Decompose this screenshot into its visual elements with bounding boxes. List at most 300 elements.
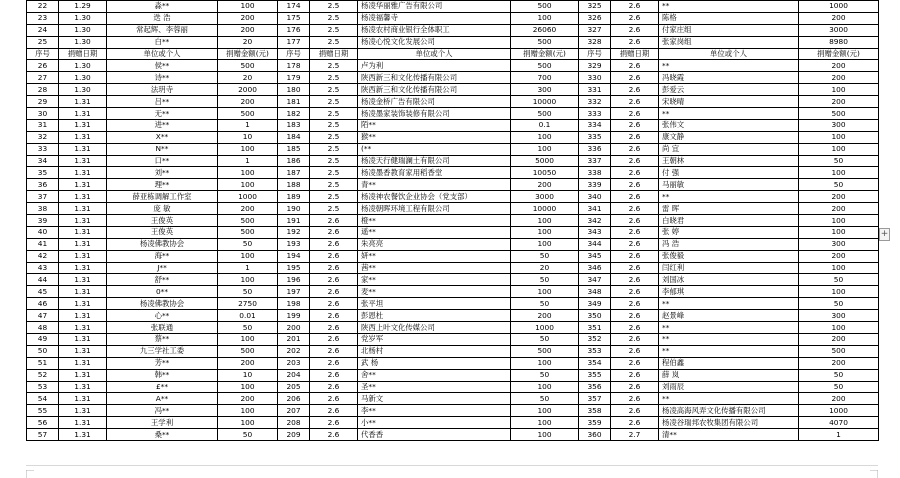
table-cell: 付 强 <box>659 167 799 179</box>
table-cell: 100 <box>799 131 879 143</box>
table-cell: 2.6 <box>611 1 659 13</box>
table-row <box>27 84 879 96</box>
table-cell: 2.5 <box>310 143 358 155</box>
table-cell: 25 <box>27 36 59 48</box>
table-cell: 43 <box>27 262 59 274</box>
table-cell: 马丽敏 <box>659 179 799 191</box>
table-cell: 10000 <box>511 203 579 215</box>
table-cell: 50 <box>799 179 879 191</box>
table-cell: 圣** <box>358 381 511 393</box>
table-cell: 204 <box>278 369 310 381</box>
table-cell: 2.5 <box>310 119 358 131</box>
table-cell: 2.6 <box>310 345 358 357</box>
table-row <box>27 72 879 84</box>
table-cell: 196 <box>278 274 310 286</box>
table-cell: 326 <box>579 12 611 24</box>
table-cell: 1.30 <box>59 12 107 24</box>
table-cell: ** <box>659 191 799 203</box>
table-cell: 343 <box>579 226 611 238</box>
table-cell: 200 <box>218 12 278 24</box>
table-cell: 2.5 <box>310 60 358 72</box>
table-cell: 26060 <box>511 24 579 36</box>
header-cell: 序号 <box>278 48 310 60</box>
table-cell: 50 <box>511 250 579 262</box>
table-cell: ** <box>659 393 799 405</box>
table-cell: 359 <box>579 417 611 429</box>
table-cell: 45 <box>27 286 59 298</box>
table-cell: 1.31 <box>59 143 107 155</box>
table-cell: 190 <box>278 203 310 215</box>
table-cell: 42 <box>27 250 59 262</box>
table-cell: 51 <box>27 357 59 369</box>
table-cell: 常起辉、李蓉丽 <box>107 24 218 36</box>
header-cell: 捐赠金额(元) <box>511 48 579 60</box>
table-cell: 100 <box>511 417 579 429</box>
table-cell: 张伟文 <box>659 119 799 131</box>
table-cell: 2.6 <box>611 143 659 155</box>
table-cell: 100 <box>218 250 278 262</box>
table-cell: 2.6 <box>611 226 659 238</box>
table-cell: 2.6 <box>310 333 358 345</box>
table-cell: 庞 敏 <box>107 203 218 215</box>
table-cell: 345 <box>579 250 611 262</box>
table-cell: 2.6 <box>611 119 659 131</box>
table-cell: 2.5 <box>310 203 358 215</box>
table-cell: 50 <box>799 155 879 167</box>
table-cell: 妍** <box>358 250 511 262</box>
table-cell: 1000 <box>511 322 579 334</box>
table-cell: N** <box>107 143 218 155</box>
expand-plus-icon[interactable]: + <box>880 229 889 239</box>
table-cell: 300 <box>799 238 879 250</box>
table-cell: 500 <box>218 60 278 72</box>
table-cell: ** <box>659 298 799 310</box>
table-cell: 32 <box>27 131 59 143</box>
table-cell: 1 <box>218 262 278 274</box>
table-row <box>27 215 879 227</box>
table-cell: 47 <box>27 310 59 322</box>
table-row <box>27 131 879 143</box>
table-cell: 33 <box>27 143 59 155</box>
table-cell: 341 <box>579 203 611 215</box>
table-cell: 朱亮亮 <box>358 238 511 250</box>
table-cell: 杨凌墨家装饰装修有限公司 <box>358 108 511 120</box>
table-cell: 法玥寺 <box>107 84 218 96</box>
table-cell: 186 <box>278 155 310 167</box>
table-row <box>27 357 879 369</box>
table-cell: 100 <box>511 381 579 393</box>
table-cell: 0** <box>107 286 218 298</box>
table-cell: 刘国冰 <box>659 274 799 286</box>
table-cell: 336 <box>579 143 611 155</box>
table-cell: 50 <box>511 274 579 286</box>
table-cell: 10 <box>218 131 278 143</box>
table-row <box>27 179 879 191</box>
table-cell: 183 <box>278 119 310 131</box>
table-cell: 500 <box>799 345 879 357</box>
table-row <box>27 381 879 393</box>
table-cell: 202 <box>278 345 310 357</box>
table-cell: 300 <box>511 84 579 96</box>
table-row <box>27 262 879 274</box>
table-cell: 2.6 <box>611 262 659 274</box>
table-cell: 49 <box>27 333 59 345</box>
table-cell: 8980 <box>799 36 879 48</box>
table-cell: 337 <box>579 155 611 167</box>
table-cell: 50 <box>799 298 879 310</box>
table-row <box>27 333 879 345</box>
table-cell: 200 <box>799 191 879 203</box>
table-cell: 2.6 <box>310 429 358 441</box>
table-cell: 100 <box>511 226 579 238</box>
table-cell: 500 <box>511 60 579 72</box>
table-cell: 冯晓霞 <box>659 72 799 84</box>
table-cell: 1.31 <box>59 262 107 274</box>
table-cell: 口** <box>107 155 218 167</box>
table-cell: 2.6 <box>611 286 659 298</box>
table-cell: 100 <box>799 143 879 155</box>
table-cell: 100 <box>511 12 579 24</box>
table-cell: 张平坦 <box>358 298 511 310</box>
table-cell: 九三学社工委 <box>107 345 218 357</box>
table-cell: 1000 <box>799 1 879 13</box>
table-cell: 橙** <box>358 215 511 227</box>
table-cell: 20 <box>218 72 278 84</box>
table-cell: 1.31 <box>59 333 107 345</box>
table-cell: 猴** <box>358 131 511 143</box>
table-cell: 2.6 <box>611 24 659 36</box>
table-cell: 2.6 <box>611 333 659 345</box>
table-cell: 39 <box>27 215 59 227</box>
table-cell: 338 <box>579 167 611 179</box>
header-cell: 单位或个人 <box>107 48 218 60</box>
table-cell: 1.31 <box>59 357 107 369</box>
table-cell: 家** <box>358 274 511 286</box>
table-cell: 2.6 <box>611 12 659 24</box>
donation-table <box>26 0 879 441</box>
table-cell: 杨凌金桥广告有限公司 <box>358 96 511 108</box>
table-cell: 遥** <box>358 226 511 238</box>
table-cell: 30 <box>27 108 59 120</box>
table-cell: 50 <box>511 393 579 405</box>
table-cell: 180 <box>278 84 310 96</box>
table-row <box>27 369 879 381</box>
table-cell: 500 <box>799 108 879 120</box>
table-cell: 192 <box>278 226 310 238</box>
table-row <box>27 203 879 215</box>
table-cell: 1.30 <box>59 60 107 72</box>
table-row <box>27 393 879 405</box>
table-cell: 1.31 <box>59 119 107 131</box>
table-cell: 189 <box>278 191 310 203</box>
table-cell: 1.31 <box>59 131 107 143</box>
table-cell: ** <box>659 1 799 13</box>
table-row <box>27 191 879 203</box>
table-cell: 100 <box>218 417 278 429</box>
table-cell: A** <box>107 393 218 405</box>
table-cell: 50 <box>511 369 579 381</box>
table-cell: 淼** <box>107 1 218 13</box>
table-cell: 0.1 <box>511 119 579 131</box>
table-cell: 白晓君 <box>659 215 799 227</box>
table-cell: 48 <box>27 322 59 334</box>
table-cell: 冯** <box>107 405 218 417</box>
table-cell: 1.31 <box>59 215 107 227</box>
table-cell: 1.31 <box>59 167 107 179</box>
table-cell: 2.6 <box>310 310 358 322</box>
table-cell: 薛亚栋调解工作室 <box>107 191 218 203</box>
table-cell: 1.31 <box>59 203 107 215</box>
table-cell: 50 <box>799 381 879 393</box>
table-cell: 冯 浩 <box>659 238 799 250</box>
table-cell: 茜** <box>358 262 511 274</box>
table-cell: 100 <box>511 286 579 298</box>
table-cell: 杨凌农村商业银行全体职工 <box>358 24 511 36</box>
table-cell: 张联通 <box>107 322 218 334</box>
table-cell: ** <box>659 322 799 334</box>
table-cell: 354 <box>579 357 611 369</box>
table-cell: 200 <box>278 322 310 334</box>
table-cell: 355 <box>579 369 611 381</box>
table-cell: 杨凌神农餐饮企业协会（党支部） <box>358 191 511 203</box>
table-cell: 100 <box>799 262 879 274</box>
table-cell: 100 <box>218 381 278 393</box>
table-cell: 马新文 <box>358 393 511 405</box>
table-cell: 杨凌谷瑞邦农牧集团有限公司 <box>659 417 799 429</box>
table-cell: 陈格 <box>659 12 799 24</box>
table-cell: 1.30 <box>59 84 107 96</box>
table-cell: 雷 晖 <box>659 203 799 215</box>
table-cell: 333 <box>579 108 611 120</box>
table-cell: 199 <box>278 310 310 322</box>
table-cell: 1.31 <box>59 369 107 381</box>
table-cell: 46 <box>27 298 59 310</box>
table-cell: 舒** <box>107 274 218 286</box>
table-cell: 195 <box>278 262 310 274</box>
table-cell: 20 <box>218 36 278 48</box>
table-cell: 诗** <box>107 72 218 84</box>
header-cell: 捐赠日期 <box>611 48 659 60</box>
table-cell: 舍** <box>358 369 511 381</box>
header-cell: 捐赠日期 <box>310 48 358 60</box>
table-cell: 2.6 <box>310 274 358 286</box>
table-cell: 334 <box>579 119 611 131</box>
table-cell: 2.6 <box>310 405 358 417</box>
table-cell: 50 <box>218 429 278 441</box>
table-cell: 50 <box>218 238 278 250</box>
table-row <box>27 12 879 24</box>
table-cell: 杨凌佛教协会 <box>107 238 218 250</box>
header-cell: 单位或个人 <box>358 48 511 60</box>
table-cell: 2.6 <box>310 226 358 238</box>
header-cell: 捐赠金额(元) <box>799 48 879 60</box>
table-cell: 2.6 <box>310 250 358 262</box>
table-cell: 心** <box>107 310 218 322</box>
table-cell: 328 <box>579 36 611 48</box>
table-cell: 1.31 <box>59 322 107 334</box>
table-cell: 55 <box>27 405 59 417</box>
table-cell: 10000 <box>511 96 579 108</box>
table-cell: 41 <box>27 238 59 250</box>
table-cell: 50 <box>799 369 879 381</box>
table-cell: 194 <box>278 250 310 262</box>
table-cell: 339 <box>579 179 611 191</box>
table-row <box>27 286 879 298</box>
table-cell: 2.6 <box>611 36 659 48</box>
table-cell: 358 <box>579 405 611 417</box>
table-cell: 50 <box>27 345 59 357</box>
table-cell: 200 <box>799 96 879 108</box>
table-cell: 500 <box>511 108 579 120</box>
table-cell: 209 <box>278 429 310 441</box>
table-cell: 197 <box>278 286 310 298</box>
table-cell: 1.31 <box>59 417 107 429</box>
table-row <box>27 167 879 179</box>
table-cell: 300 <box>799 310 879 322</box>
table-cell: 0.01 <box>218 310 278 322</box>
table-cell: 53 <box>27 381 59 393</box>
table-cell: 208 <box>278 417 310 429</box>
table-cell: 杨凌华丽雅广告有限公司 <box>358 1 511 13</box>
table-cell: 2.6 <box>611 250 659 262</box>
table-cell: 2.6 <box>611 179 659 191</box>
table-cell: 351 <box>579 322 611 334</box>
table-cell: 陕西新三和文化传播有限公司 <box>358 84 511 96</box>
table-cell: 杨凌朝晖环境工程有限公司 <box>358 203 511 215</box>
table-cell: 彭恩杜 <box>358 310 511 322</box>
table-cell: 2.6 <box>310 215 358 227</box>
table-cell: 200 <box>511 179 579 191</box>
table-cell: 1 <box>799 429 879 441</box>
table-cell: 10 <box>218 369 278 381</box>
table-cell: 500 <box>218 345 278 357</box>
table-cell: 2.6 <box>310 298 358 310</box>
table-cell: 1.31 <box>59 310 107 322</box>
table-cell: 198 <box>278 298 310 310</box>
table-cell: 1.31 <box>59 191 107 203</box>
table-cell: 207 <box>278 405 310 417</box>
table-row <box>27 24 879 36</box>
table-cell: 2.6 <box>611 155 659 167</box>
table-cell: 187 <box>278 167 310 179</box>
table-cell: 2.6 <box>310 381 358 393</box>
table-cell: 1.31 <box>59 179 107 191</box>
table-cell: 1.31 <box>59 108 107 120</box>
table-cell: 2.6 <box>611 298 659 310</box>
table-cell: 王学利 <box>107 417 218 429</box>
table-cell: 54 <box>27 393 59 405</box>
table-cell: 李郁琪 <box>659 286 799 298</box>
table-cell: 刘雨辰 <box>659 381 799 393</box>
page-corner-mark-right-icon <box>870 470 878 478</box>
table-cell: 500 <box>218 215 278 227</box>
table-cell: 1.30 <box>59 24 107 36</box>
table-cell: 2.6 <box>611 203 659 215</box>
table-cell: 理** <box>107 179 218 191</box>
table-cell: 2.6 <box>310 322 358 334</box>
table-cell: 1.31 <box>59 226 107 238</box>
table-cell: 181 <box>278 96 310 108</box>
table-cell: 2.6 <box>611 108 659 120</box>
table-cell: 1.31 <box>59 274 107 286</box>
table-cell: J** <box>107 262 218 274</box>
header-row <box>27 48 879 60</box>
table-cell: 2.6 <box>611 60 659 72</box>
table-cell: 2.6 <box>310 393 358 405</box>
table-cell: 348 <box>579 286 611 298</box>
table-cell: 200 <box>511 310 579 322</box>
table-cell: 56 <box>27 417 59 429</box>
header-cell: 序号 <box>579 48 611 60</box>
table-cell: 100 <box>218 405 278 417</box>
table-cell: 22 <box>27 1 59 13</box>
table-cell: 500 <box>511 1 579 13</box>
table-cell: 杨凌天行健瑞澜土有限公司 <box>358 155 511 167</box>
table-cell: 1.31 <box>59 96 107 108</box>
table-cell: 200 <box>799 393 879 405</box>
table-cell: 程伯鑫 <box>659 357 799 369</box>
table-cell: 100 <box>799 226 879 238</box>
table-cell: 麦** <box>358 286 511 298</box>
table-row <box>27 322 879 334</box>
table-cell: X** <box>107 131 218 143</box>
table-cell: 357 <box>579 393 611 405</box>
table-cell: 2.5 <box>310 96 358 108</box>
table-cell: 356 <box>579 381 611 393</box>
table-cell: 1.31 <box>59 345 107 357</box>
table-cell: 353 <box>579 345 611 357</box>
table-cell: 杨凌福馨寺 <box>358 12 511 24</box>
table-cell: 325 <box>579 1 611 13</box>
header-cell: 捐赠金额(元) <box>218 48 278 60</box>
table-cell: 党岁军 <box>358 333 511 345</box>
table-cell: 100 <box>218 167 278 179</box>
table-cell: 331 <box>579 84 611 96</box>
table-cell: 杨凌佛教协会 <box>107 298 218 310</box>
table-cell: 10050 <box>511 167 579 179</box>
table-cell: 白** <box>107 36 218 48</box>
table-cell: 张家岗组 <box>659 36 799 48</box>
table-cell: 50 <box>511 333 579 345</box>
table-cell: 2.5 <box>310 131 358 143</box>
table-cell: 327 <box>579 24 611 36</box>
table-cell: ** <box>659 345 799 357</box>
table-cell: 182 <box>278 108 310 120</box>
table-cell: 330 <box>579 72 611 84</box>
table-cell: 1.29 <box>59 1 107 13</box>
table-cell: 200 <box>799 250 879 262</box>
table-cell: 352 <box>579 333 611 345</box>
table-cell: 52 <box>27 369 59 381</box>
table-cell: 杨凌心悦文化发展公司 <box>358 36 511 48</box>
table-cell: 188 <box>278 179 310 191</box>
table-cell: 200 <box>218 203 278 215</box>
table-cell: 小** <box>358 417 511 429</box>
table-cell: 340 <box>579 191 611 203</box>
table-cell: 100 <box>218 143 278 155</box>
table-cell: 迭 浩 <box>107 12 218 24</box>
table-cell: 无** <box>107 108 218 120</box>
table-cell: 346 <box>579 262 611 274</box>
table-row <box>27 345 879 357</box>
table-cell: 清** <box>659 429 799 441</box>
table-cell: 179 <box>278 72 310 84</box>
table-cell: 杨凌墨香教育家用稻香堂 <box>358 167 511 179</box>
table-cell: 陕西上叶文化传媒公司 <box>358 322 511 334</box>
table-cell: 张 婷 <box>659 226 799 238</box>
table-cell: 2.5 <box>310 155 358 167</box>
table-row <box>27 143 879 155</box>
